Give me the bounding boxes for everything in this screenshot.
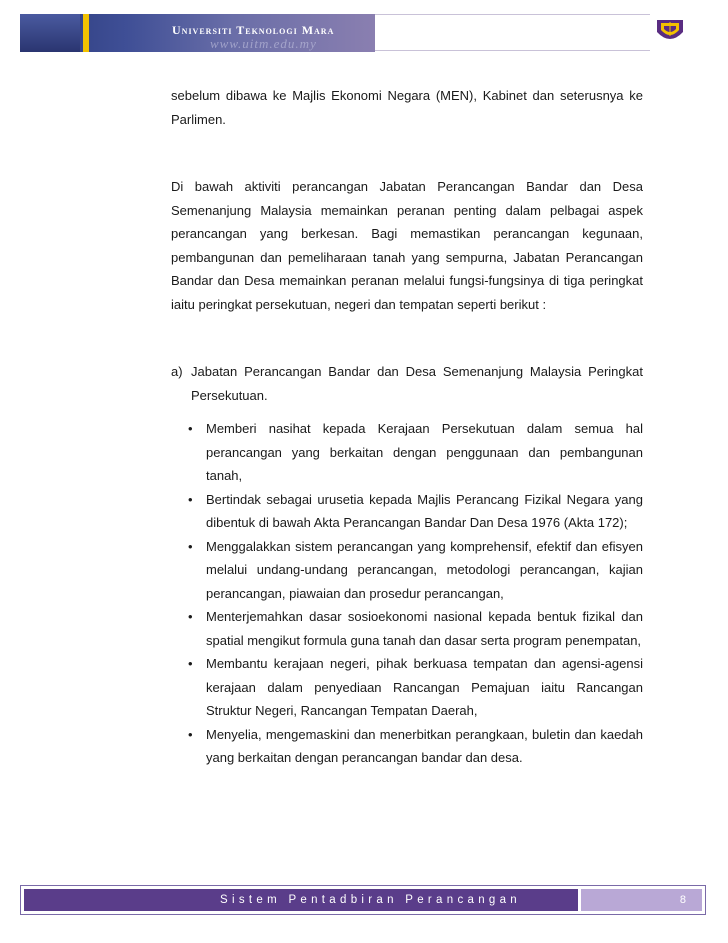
- list-item: [188, 605, 643, 652]
- list-item-text: Menggalakkan sistem perancangan yang komprehensif, efektif dan efisyen melalui undang-undang perancangan, metodologi perancangan, kajian perancangan, piawaian dan prosedur perancangan,: [206, 538, 643, 601]
- bullet-icon: •: [188, 656, 193, 671]
- list-item-text: Menterjemahkan dasar sosioekonomi nasional kepada bentuk fizikal dan spatial mengikut formula guna tanah dan dasar serta program penempatan,: [206, 609, 643, 648]
- header-banner: [20, 14, 375, 52]
- list-item: [188, 723, 643, 770]
- page-footer: [20, 885, 706, 928]
- list-item: [188, 535, 643, 606]
- section-a-marker: a): [171, 364, 183, 379]
- bullet-icon: •: [188, 491, 193, 507]
- university-name: Universiti Teknologi Mara: [172, 23, 335, 37]
- paragraph-intro: Di bawah aktiviti perancangan Jabatan Perancangan Bandar dan Desa Semenanjung Malaysia memainkan peranan penting dalam pelbagai aspek perancangan yang berkesan. Bagi memastikan perancangan kegunaan, pembangunan dan pemeliharaan tanah yang sempurna, Jabatan Perancangan Bandar dan Desa memainkan peranan melalui fungsi-fungsinya di tiga peringkat iaitu peringkat persekutuan, negeri dan tempatan seperti berikut :: [171, 179, 643, 312]
- footer-title: Sistem Pentadbiran Perancangan Bandar: [24, 889, 578, 911]
- university-url: www.uitm.edu.my: [210, 36, 317, 51]
- list-item: [188, 488, 643, 535]
- list-item-text: Menyelia, mengemaskini dan menerbitkan perangkaan, buletin dan kaedah yang berkaitan dengan perancangan bandar dan desa.: [206, 726, 643, 765]
- list-item: [188, 652, 643, 723]
- uitm-crest-icon: [655, 18, 685, 44]
- bullet-icon: •: [188, 609, 193, 624]
- banner-yellow-stripe: [83, 14, 89, 52]
- section-a-title: Jabatan Perancangan Bandar dan Desa Semenanjung Malaysia Peringkat Persekutuan.: [191, 364, 643, 403]
- function-list: [171, 417, 643, 770]
- bullet-icon: •: [188, 538, 193, 554]
- header-rule-lower: [375, 50, 650, 51]
- list-item-text: Memberi nasihat kepada Kerajaan Persekutuan dalam semua hal perancangan yang berkaitan dengan penggunaan dan pembangunan tanah,: [206, 421, 643, 483]
- list-item-text: Membantu kerajaan negeri, pihak berkuasa tempatan dan agensi-agensi kerajaan dalam penyediaan Rancangan Pemajuan iaitu Rancangan Struktur Negeri, Rancangan Tempatan Daerah,: [206, 656, 643, 718]
- document-body: [171, 84, 643, 770]
- page-number: 8: [581, 889, 702, 911]
- paragraph-continuation: sebelum dibawa ke Majlis Ekonomi Negara (MEN), Kabinet dan seterusnya ke Parlimen.: [171, 88, 643, 127]
- section-a-heading: [171, 360, 643, 407]
- bullet-icon: •: [188, 421, 193, 436]
- list-item-text: Bertindak sebagai urusetia kepada Majlis Perancang Fizikal Negara yang dibentuk di bawah Akta Perancangan Bandar Dan Desa 1976 (Akta 172);: [206, 491, 643, 530]
- bullet-icon: •: [188, 726, 193, 742]
- list-item: [188, 417, 643, 488]
- banner-shade: [20, 14, 80, 52]
